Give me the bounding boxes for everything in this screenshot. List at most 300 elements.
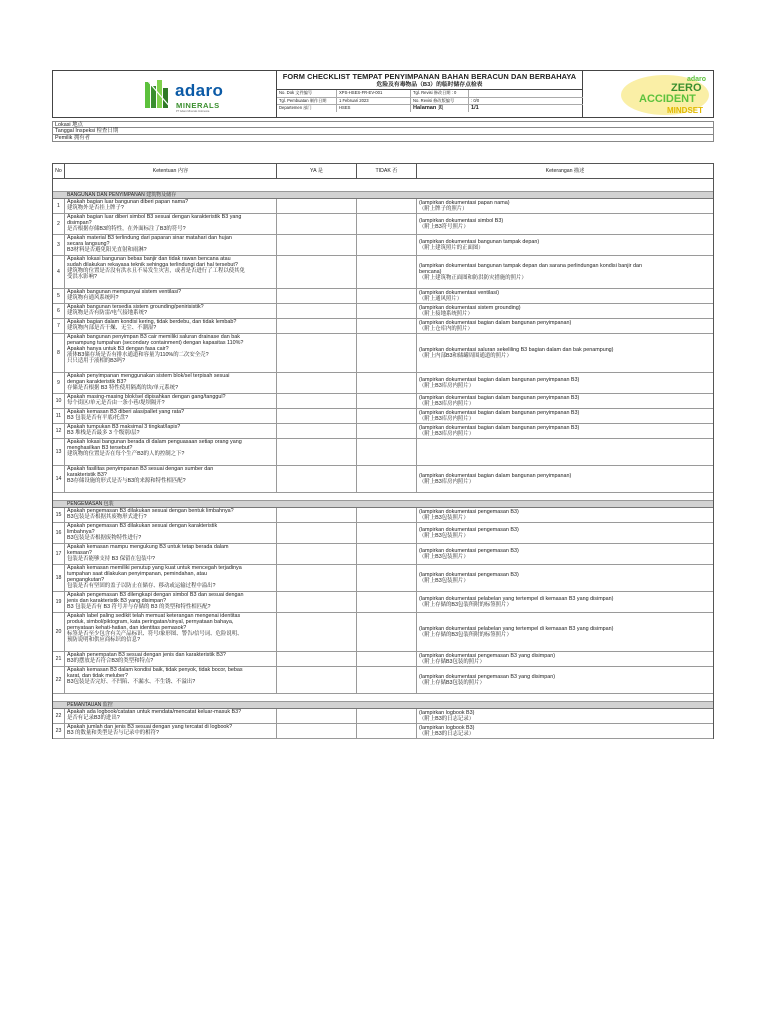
info-date[interactable]: Tanggal Inspeksi 检查日期 (52, 128, 714, 135)
ya-checkbox-cell[interactable] (277, 334, 357, 372)
ya-checkbox-cell[interactable] (277, 508, 357, 522)
section-title: PEMANTAUAN 监控 (53, 702, 713, 709)
form-subtitle: 危险及有毒物品（B3）的临时储存点检表 (277, 81, 582, 90)
remark-line: （附上B3库房内照片） (419, 416, 475, 422)
row-remarks[interactable] (417, 214, 713, 234)
row-requirement (65, 652, 277, 666)
tidak-checkbox-cell[interactable] (357, 199, 417, 213)
row-number: 17 (53, 544, 65, 564)
ya-checkbox-cell[interactable] (277, 613, 357, 651)
tidak-checkbox-cell[interactable] (357, 304, 417, 318)
requirement-line: Apakah material B3 terlindung dari paparan sinar matahari dan hujan (67, 235, 232, 241)
requirement-line: 建筑物内部是否干燥、无尘、不潮湿? (67, 325, 157, 331)
row-remarks[interactable] (417, 523, 713, 543)
requirement-line: Apakah bangunan tersedia sistem grounding/penirisistik? (67, 304, 204, 310)
ya-checkbox-cell[interactable] (277, 256, 357, 288)
table-row (53, 235, 713, 256)
row-number: 16 (53, 523, 65, 543)
requirement-line: Apakah pengemasan B3 dilakukan sesuai dengan karakteristik (67, 523, 218, 529)
title-area (277, 71, 583, 117)
row-remarks[interactable] (417, 199, 713, 213)
row-remarks[interactable] (417, 304, 713, 318)
table-row (53, 289, 713, 304)
remark-line: （附上B3包装照片） (419, 533, 469, 539)
remark-line: （附上B3库房内照片） (419, 431, 475, 437)
row-number: 5 (53, 289, 65, 303)
requirement-line: B3包装是否完好、不凹陷、不漏水、不生锈、不溢出? (67, 679, 196, 685)
requirement-line: menghasilkan B3 tersebut? (67, 445, 133, 451)
row-requirement (65, 466, 277, 492)
remark-line: （附上牌子的照片） (419, 206, 468, 212)
badge-line1: adaro (687, 76, 707, 83)
row-remarks[interactable] (417, 289, 713, 303)
requirement-line: 预防说明和供应商标识的信息? (67, 637, 141, 643)
row-number: 19 (53, 592, 65, 612)
row-remarks[interactable] (417, 592, 713, 612)
remark-line: (lampirkan dokumentasi bangunan tampak depan dan sarana perlindungan kondisi banjir dan (419, 263, 642, 269)
requirement-line: Apakah hanya untuk B3 dengan fasa cair? (67, 346, 169, 352)
requirement-line: 液体B3储存场是否有排水通道和容量为110%的二次安全壳? (67, 352, 209, 358)
requirement-line: Apakah bangunan penyimpan B3 cair memiliki saluran drainase dan bak (67, 334, 240, 340)
row-remarks[interactable] (417, 544, 713, 564)
remark-line: （附上B3的日志记录） (419, 716, 475, 722)
table-body (53, 192, 713, 739)
col-ketentuan: Ketentuan 内容 (65, 164, 277, 178)
form-header (52, 70, 714, 118)
requirement-line: Apakah bagian luar bangunan diberi papan nama? (67, 199, 189, 205)
table-row (53, 724, 713, 739)
requirement-line: penampung tumpahan (secondary containment) dengan kapasitas 110%? (67, 340, 244, 346)
badge-line2: ZERO (671, 82, 702, 94)
row-number: 13 (53, 439, 65, 465)
col-no: No (53, 164, 65, 178)
table-row (53, 508, 713, 523)
requirement-line: Apakah label paling sedikit telah memuat keterangan mengenai identitas (67, 613, 241, 619)
table-row (53, 409, 713, 424)
meta-label: Departemen 部门 (277, 105, 337, 112)
row-remarks[interactable] (417, 466, 713, 492)
row-requirement (65, 508, 277, 522)
table-row (53, 544, 713, 565)
remark-line: (lampirkan dokumentasi bangunan tampak depan) (419, 239, 540, 245)
meta-value (469, 90, 583, 97)
requirement-line: 存储是否根据 B3 特性使用隔离的块/单元系统? (67, 385, 179, 391)
table-row (53, 256, 713, 289)
row-requirement (65, 289, 277, 303)
tidak-checkbox-cell[interactable] (357, 373, 417, 393)
requirement-line: Apakah fasilitas penyimpanan B3 sesuai dengan sumber dan (67, 466, 214, 472)
table-row (53, 214, 713, 235)
requirement-line: 受洪水影响? (67, 274, 97, 280)
ya-checkbox-cell[interactable] (277, 667, 357, 693)
requirement-line: 是否根据存储B3的特性，在外面标注了B3的符号? (67, 226, 186, 232)
row-remarks[interactable] (417, 424, 713, 438)
requirement-line: Apakah ada logbook/catatan untuk mendata/mencatat keluar-masuk B3? (67, 709, 242, 715)
info-owner[interactable]: Pemilik 拥有者 (52, 135, 714, 142)
checklist-sheet (52, 70, 714, 737)
requirement-line: jenis dan karakteristik B3 yang disimpan? (67, 598, 167, 604)
ya-checkbox-cell[interactable] (277, 724, 357, 738)
requirement-line: dengan karakteristik B3? (67, 379, 127, 385)
remark-line: (lampirkan dokumentasi pelabelan yang tertempel di kemasan B3 yang disimpan) (419, 596, 614, 602)
meta-row (277, 90, 583, 98)
row-requirement (65, 409, 277, 423)
remark-line: (lampirkan dokumentasi saluran sekeliling B3 bagian dalam dan bak penampung) (419, 347, 614, 353)
ya-checkbox-cell[interactable] (277, 373, 357, 393)
requirement-line: B3材料是否避免阳光直射和雨淋? (67, 247, 147, 253)
row-remarks[interactable] (417, 565, 713, 591)
remark-line: （附上建筑物正面图和防洪防灾措施的照片） (419, 275, 527, 281)
remark-line: (lampirkan dokumentasi pengemasan B3) (419, 527, 519, 533)
row-number: 9 (53, 373, 65, 393)
remark-line: (lampirkan logbook B3) (419, 710, 475, 716)
requirement-line: Apakah kemasan B3 dalam kondisi baik, tidak penyok, tidak bocor, bebas (67, 667, 243, 673)
table-row (53, 334, 713, 373)
row-number: 11 (53, 409, 65, 423)
requirement-line: 是否有记录B3的进出? (67, 715, 120, 721)
tidak-checkbox-cell[interactable] (357, 544, 417, 564)
row-number: 4 (53, 256, 65, 288)
row-requirement (65, 394, 277, 408)
ya-checkbox-cell[interactable] (277, 214, 357, 234)
ya-checkbox-cell[interactable] (277, 319, 357, 333)
remark-line: (lampirkan dokumentasi pengemasan B3) (419, 548, 519, 554)
remark-line: （附上B3包装照片） (419, 515, 469, 521)
section-gap (53, 493, 713, 501)
requirement-line: pengangkutan? (67, 577, 105, 583)
ya-checkbox-cell[interactable] (277, 466, 357, 492)
remark-line: （附上存储B3包装的照片） (419, 680, 485, 686)
remark-line: (lampirkan logbook B3) (419, 725, 475, 731)
requirement-line: Apakah kemasan B3 diberi alas/pallet yang rata? (67, 409, 185, 415)
tidak-checkbox-cell[interactable] (357, 667, 417, 693)
row-number: 22 (53, 709, 65, 723)
row-requirement (65, 424, 277, 438)
row-number: 8 (53, 334, 65, 372)
row-remarks[interactable] (417, 256, 713, 288)
zero-accident-badge (583, 71, 713, 117)
tidak-checkbox-cell[interactable] (357, 235, 417, 255)
requirement-line: sudah dilakukan rekayasa teknik sehingga terlindungi dari hal tersebut? (67, 262, 238, 268)
remark-line: (lampirkan dokumentasi bagian dalam bangunan penyimpanan) (419, 473, 572, 479)
col-keterangan: Keterangan 描述 (545, 168, 585, 174)
row-remarks[interactable] (417, 613, 713, 651)
tidak-checkbox-cell[interactable] (357, 214, 417, 234)
badge-line4: MINDSET (667, 106, 703, 115)
row-requirement (65, 199, 277, 213)
row-remarks[interactable] (417, 319, 713, 333)
row-remarks[interactable] (417, 667, 713, 693)
row-number: 6 (53, 304, 65, 318)
table-header (53, 163, 713, 179)
row-number: 3 (53, 235, 65, 255)
tidak-checkbox-cell[interactable] (357, 439, 417, 465)
requirement-line: Apakah penempatan B3 sesuai dengan jenis dan karakteristik B3? (67, 652, 226, 658)
row-number: 10 (53, 394, 65, 408)
table-row (53, 592, 713, 613)
tidak-checkbox-cell[interactable] (357, 709, 417, 723)
remark-line: （附上建筑照片的正面图） (419, 245, 484, 251)
row-remarks[interactable] (417, 439, 713, 465)
requirement-line: 建筑物有通风系统吗? (67, 295, 119, 301)
row-number: 23 (53, 724, 65, 738)
remark-line: （附上B3库房内照片） (419, 479, 475, 485)
row-requirement (65, 439, 277, 465)
remark-line: （附上B3的日志记录） (419, 731, 475, 737)
meta-value: HSES (337, 105, 411, 112)
requirement-line: 只只适用于液相的B3吗? (67, 358, 126, 364)
logo-sub: MINERALS (176, 101, 220, 110)
row-requirement (65, 304, 277, 318)
tidak-checkbox-cell[interactable] (357, 334, 417, 372)
tidak-checkbox-cell[interactable] (357, 613, 417, 651)
form-title: FORM CHECKLIST TEMPAT PENYIMPANAN BAHAN BERACUN DAN BERBAHAYA (282, 72, 577, 81)
row-number: 12 (53, 424, 65, 438)
remark-line: (lampirkan dokumentasi bagian dalam bangunan penyimpanan B3) (419, 395, 580, 401)
row-remarks[interactable] (417, 235, 713, 255)
ya-checkbox-cell[interactable] (277, 424, 357, 438)
row-requirement (65, 709, 277, 723)
col-tidak: TIDAK 否 (357, 164, 417, 178)
adaro-leaf-icon (145, 78, 173, 112)
table-row (53, 394, 713, 409)
remark-line: （附上接地系统照片） (419, 311, 473, 317)
section-title: PENGEMASAN 包装 (53, 501, 713, 508)
tidak-checkbox-cell[interactable] (357, 256, 417, 288)
requirement-line: B3 堆栈是否最多 3 个级别/层? (67, 430, 140, 436)
remark-line: （附上存储的B3包装所附的标签照片） (419, 632, 512, 638)
remark-line: (lampirkan dokumentasi pengemasan B3 yang disimpan) (419, 653, 556, 659)
row-remarks[interactable] (417, 709, 713, 723)
requirement-line: B3存储设施的形式是否与B3的来源和特性相匹配? (67, 478, 186, 484)
tidak-checkbox-cell[interactable] (357, 652, 417, 666)
row-remarks[interactable] (417, 394, 713, 408)
meta-value: 1 Februari 2023 (337, 98, 411, 105)
remark-line: (lampirkan dokumentasi pengemasan B3) (419, 509, 519, 515)
requirement-line: B3 包装是否有 B3 符号并与存储的 B3 的类型和特性相匹配? (67, 604, 211, 610)
company-logo (53, 71, 277, 117)
row-requirement (65, 565, 277, 591)
ya-checkbox-cell[interactable] (277, 592, 357, 612)
requirement-line: pernyataan kehati-hatian, dan identitas pemasok? (67, 625, 187, 631)
requirement-line: B3 包装是否有平底/托盘? (67, 415, 129, 421)
requirement-line: B3的摆放是否符合B3的类型和特点? (67, 658, 154, 664)
tidak-checkbox-cell[interactable] (357, 394, 417, 408)
ya-checkbox-cell[interactable] (277, 235, 357, 255)
table-row (53, 373, 713, 394)
requirement-line: Apakah bagian luar diberi simbol B3 sesuai dengan karakteristik B3 yang (67, 214, 242, 220)
requirement-line: Apakah tumpukan B3 maksimal 3 tingkat/lapis? (67, 424, 181, 430)
remark-line: （附上B3包装照片） (419, 578, 469, 584)
row-number: 22 (53, 667, 65, 693)
row-number: 14 (53, 466, 65, 492)
meta-row (277, 98, 583, 106)
requirement-line: limbahnya? (67, 529, 95, 535)
row-requirement (65, 523, 277, 543)
row-number: 21 (53, 652, 65, 666)
remark-line: (lampirkan dokumentasi sistem grounding) (419, 305, 521, 311)
table-row (53, 424, 713, 439)
meta-value: XPS-HSES-FR-EV-001 (337, 90, 411, 97)
remark-line: （附上B3库房内照片） (419, 401, 475, 407)
row-number: 20 (53, 613, 65, 651)
row-requirement (65, 373, 277, 393)
table-spacer (53, 179, 713, 192)
remark-line: （附上内部B3和储罐周围通道的照片） (419, 353, 512, 359)
remark-line: （附上B3包装照片） (419, 554, 469, 560)
table-row (53, 523, 713, 544)
requirement-line: B3包装是否根据其废物形式进行? (67, 514, 147, 520)
inspection-info (52, 121, 714, 142)
meta-label: Halaman 页 (411, 105, 469, 112)
row-requirement (65, 613, 277, 651)
requirement-line: disimpan? (67, 220, 92, 226)
requirement-line: 建筑物的位置是否没有洪水且不易发生灾害，或者是否进行了工程以使其免 (67, 268, 245, 274)
remark-line: (lampirkan dokumentasi ventilasi) (419, 290, 499, 296)
ya-checkbox-cell[interactable] (277, 409, 357, 423)
tidak-checkbox-cell[interactable] (357, 409, 417, 423)
row-requirement (65, 319, 277, 333)
ya-checkbox-cell[interactable] (277, 439, 357, 465)
ya-checkbox-cell[interactable] (277, 709, 357, 723)
tidak-checkbox-cell[interactable] (357, 508, 417, 522)
meta-value: 1/1 (471, 105, 479, 112)
remark-line: （附上存储B3包装的照片） (419, 659, 485, 665)
ya-checkbox-cell[interactable] (277, 652, 357, 666)
row-requirement (65, 724, 277, 738)
tidak-checkbox-cell[interactable] (357, 724, 417, 738)
table-row (53, 304, 713, 319)
requirement-line: Apakah pengemasan B3 dilakukan sesuai dengan bentuk limbahnya? (67, 508, 234, 514)
tidak-checkbox-cell[interactable] (357, 424, 417, 438)
remark-line: (lampirkan dokumentasi pengemasan B3) (419, 572, 519, 578)
row-requirement (65, 214, 277, 234)
row-requirement (65, 592, 277, 612)
requirement-line: Apakah kemasan mampu mengukung B3 untuk tetap berada dalam (67, 544, 229, 550)
tidak-checkbox-cell[interactable] (357, 592, 417, 612)
requirement-line: tumpahan saat dilakukan penyimpanan, pemindahan, atau (67, 571, 207, 577)
info-location[interactable]: Lokasi 地点 (52, 121, 714, 128)
tidak-checkbox-cell[interactable] (357, 523, 417, 543)
remark-line: (lampirkan dokumentasi pengemasan B3 yang disimpan) (419, 674, 556, 680)
row-remarks[interactable] (417, 652, 713, 666)
table-row (53, 319, 713, 334)
ya-checkbox-cell[interactable] (277, 304, 357, 318)
zero-accident-badge-icon (583, 71, 713, 117)
meta-value: : 0/0 (471, 97, 480, 103)
table-row (53, 667, 713, 694)
tidak-checkbox-cell[interactable] (357, 466, 417, 492)
row-number: 7 (53, 319, 65, 333)
section-title: BANGUNAN DAN PENYIMPANAN 建筑物及储存 (53, 192, 713, 199)
requirement-line: secara langsung? (67, 241, 110, 247)
ya-checkbox-cell[interactable] (277, 544, 357, 564)
row-requirement (65, 667, 277, 693)
row-remarks[interactable] (417, 508, 713, 522)
remark-line: bencana) (419, 269, 442, 275)
requirement-line: Apakah penyimpanan menggunakan sistem blok/sel terpisah sesuai (67, 373, 230, 379)
row-requirement (65, 256, 277, 288)
row-requirement (65, 544, 277, 564)
table-row (53, 565, 713, 592)
requirement-line: 建筑物外是否挂上牌子? (67, 205, 124, 211)
requirement-line: Apakah lokasi bangunan berada di dalam penguasaan setiap orang yang (67, 439, 242, 445)
section-gap (53, 694, 713, 702)
requirement-line: 每个街区/单元是否由一条小巷/堤坝隔开? (67, 400, 165, 406)
remark-line: (lampirkan dokumentasi bagian dalam bangunan penyimpanan B3) (419, 410, 580, 416)
ya-checkbox-cell[interactable] (277, 523, 357, 543)
table-row (53, 709, 713, 724)
requirement-line: Apakah pengemasan B3 dilengkapi dengan simbol B3 dan sesuai dengan (67, 592, 244, 598)
requirement-line: 包装是否能够支持 B3 保留在包装中? (67, 556, 156, 562)
table-row (53, 613, 713, 652)
meta-label: No. Dok 文件编号 (277, 90, 337, 97)
meta-label: Tgl. Revisi 修改日期 : 0 (411, 90, 469, 97)
ya-checkbox-cell[interactable] (277, 199, 357, 213)
requirement-line: Apakah jumlah dan jenis B3 sesuai dengan yang tercatat di logbook? (67, 724, 233, 730)
tidak-checkbox-cell[interactable] (357, 289, 417, 303)
requirement-line: kemasan? (67, 550, 92, 556)
remark-line: (lampirkan dokumentasi papan nama) (419, 200, 510, 206)
remark-line: (lampirkan dokumentasi bagian dalam bangunan penyimpanan) (419, 320, 572, 326)
row-remarks[interactable] (417, 724, 713, 738)
tidak-checkbox-cell[interactable] (357, 565, 417, 591)
remark-line: (lampirkan dokumentasi bagian dalam bangunan penyimpanan B3) (419, 377, 580, 383)
requirement-line: 标签是否至少包含有关产品标识、符号/象形图、警告/信号词、危险说明、 (67, 631, 243, 637)
remark-line: （附上通风照片） (419, 296, 463, 302)
requirement-line: B3 的数量和类型是否与记录中的相符? (67, 730, 159, 736)
row-number: 2 (53, 214, 65, 234)
row-requirement (65, 235, 277, 255)
row-remarks[interactable] (417, 373, 713, 393)
col-ya: YA 是 (277, 164, 357, 178)
requirement-line: Apakah bangunan mempunyai sistem ventilasi? (67, 289, 182, 295)
requirement-line: B3包装是否根据废物特性进行? (67, 535, 142, 541)
requirement-line: Apakah masing-masing blok/sel dipisahkan dengan gang/tanggul? (67, 394, 226, 400)
ya-checkbox-cell[interactable] (277, 394, 357, 408)
meta-row (277, 105, 583, 112)
tidak-checkbox-cell[interactable] (357, 319, 417, 333)
meta-label: Tgl. Pembuatan 制作日期 (277, 98, 337, 105)
badge-line3: ACCIDENT (639, 93, 696, 105)
requirement-line: 建筑物是否有防雷/电气接地系统? (67, 310, 147, 316)
remark-line: （附上B3库房内照片） (419, 383, 475, 389)
row-remarks[interactable] (417, 409, 713, 423)
remark-line: （附上B3符号照片） (419, 224, 469, 230)
requirement-line: karat, dan tidak meluber? (67, 673, 128, 679)
table-row (53, 199, 713, 214)
logo-tag: PT Adaro Minerals Indonesia (176, 110, 210, 113)
requirement-line: Apakah bagian dalam kondisi kering, tidak berdebu, dan tidak lembab? (67, 319, 237, 325)
requirement-line: 包装是否有坚固的盖子以防止在储存、移动或运输过程中溢出? (67, 583, 216, 589)
row-remarks[interactable] (417, 334, 713, 372)
row-number: 15 (53, 508, 65, 522)
remark-line: (lampirkan dokumentasi bagian dalam bangunan penyimpanan B3) (419, 425, 580, 431)
requirement-line: produk, simbol/piktogram, kata peringatan/sinyal, pernyataan bahaya, (67, 619, 234, 625)
logo-word: adaro (175, 81, 224, 100)
row-number: 1 (53, 199, 65, 213)
requirement-line: karakteristik B3? (67, 472, 107, 478)
ya-checkbox-cell[interactable] (277, 565, 357, 591)
requirement-line: Apakah lokasi bangunan bebas banjir dan tidak rawan bencana atau (67, 256, 231, 262)
table-row (53, 439, 713, 466)
remark-line: (lampirkan dokumentasi pelabelan yang tertempel di kemasan B3 yang disimpan) (419, 626, 614, 632)
row-number: 18 (53, 565, 65, 591)
requirement-line: 建筑物的位置是否在每个生产B3的人的控制之下? (67, 451, 185, 457)
ya-checkbox-cell[interactable] (277, 289, 357, 303)
remark-line: (lampirkan dokumentasi simbol B3) (419, 218, 504, 224)
doc-meta (277, 90, 583, 112)
